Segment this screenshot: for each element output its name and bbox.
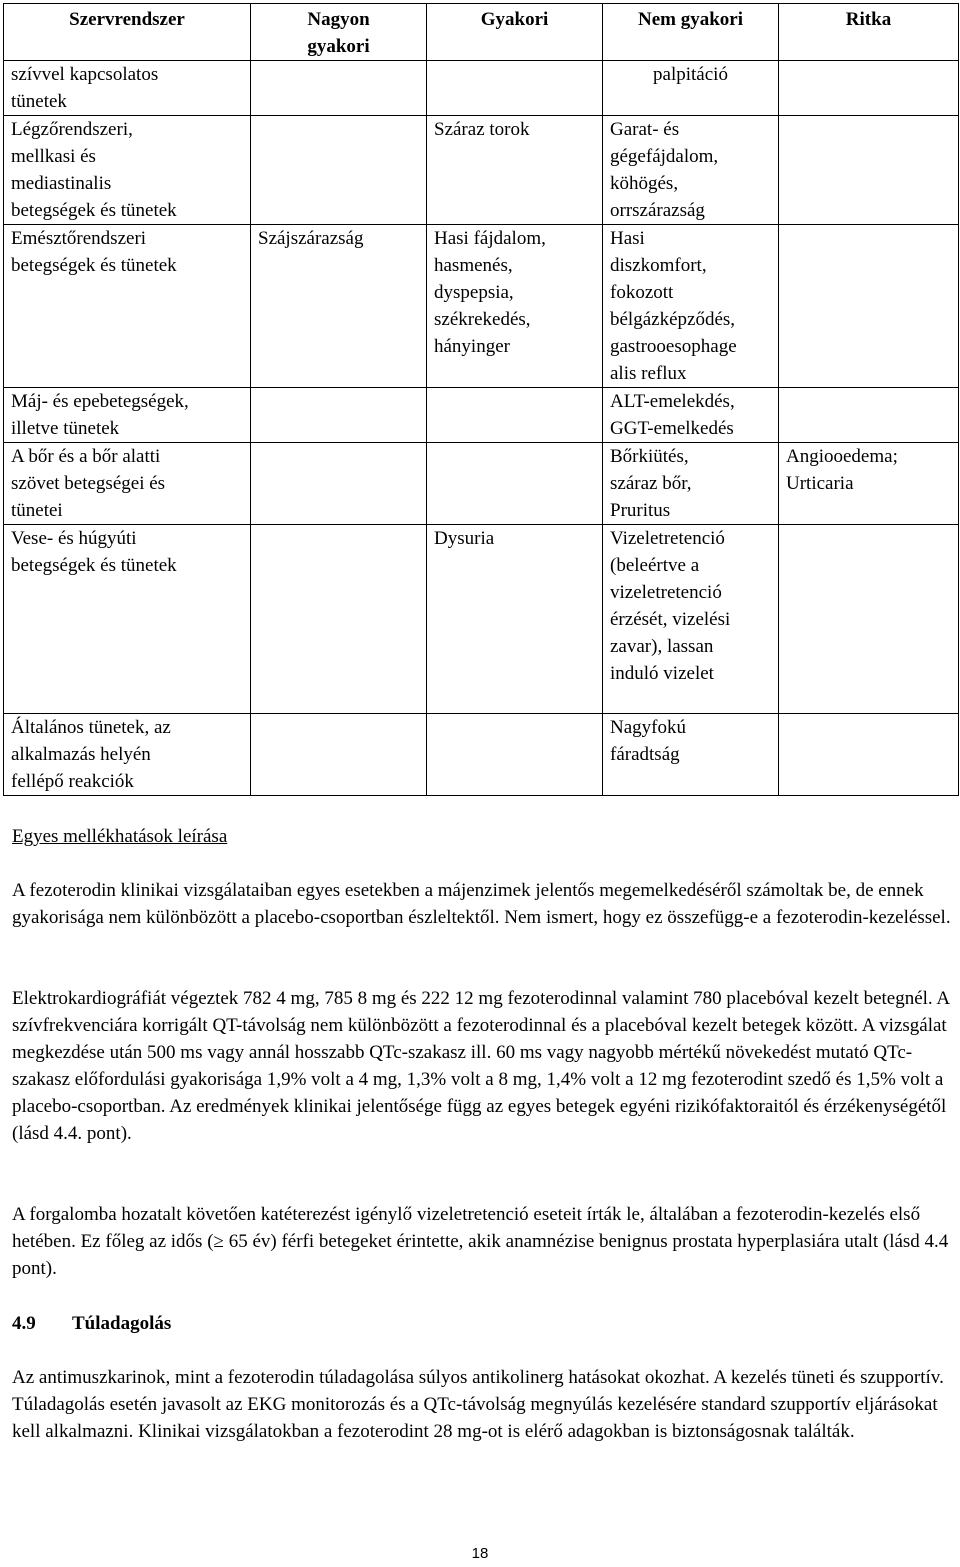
cell-very-common xyxy=(251,388,427,443)
header-common: Gyakori xyxy=(427,4,603,61)
table-row xyxy=(4,61,959,116)
header-very-common: Nagyon gyakori xyxy=(251,4,427,61)
cell-system: A bőr és a bőr alatti szövet betegségei és tünetei xyxy=(4,443,251,525)
cell-common: Dysuria xyxy=(427,525,603,714)
paragraph-ecg: Elektrokardiográfiát végeztek 782 4 mg, 785 8 mg és 222 12 mg fezoterodinnal valamint 780 placebóval kezelt betegnél. A szívfrekvenciára korrigált QT-távolság nem különbözött a fezoterodinnal és a placebóval kezelt betegek között. A vizsgálat megkezdése után 500 ms vagy annál hosszabb QTc-szakasz ill. 60 ms vagy nagyobb mértékű növekedést mutató QTc-szakasz előfordulási gyakorisága 1,9% volt a 4 mg, 1,3% volt a 8 mg, 1,4% volt a 12 mg fezoterodint szedő és 1,5% volt a placebo-csoportban. Az eredmények klinikai jelentősége függ az egyes betegek egyéni rizikófaktoraitól és érzékenységétől (lásd 4.4. pont). xyxy=(12,988,950,1144)
cell-very-common xyxy=(251,116,427,225)
cell-uncommon: Nagyfokú fáradtság xyxy=(603,714,779,796)
cell-rare: Angiooedema; Urticaria xyxy=(779,443,959,525)
cell-rare xyxy=(779,388,959,443)
cell-uncommon: Vizeletretenció (beleértve a vizeletretenció érzését, vizelési zavar), lassan induló vizelet xyxy=(603,525,779,714)
cell-very-common xyxy=(251,525,427,714)
cell-uncommon: Hasi diszkomfort, fokozott bélgázképződés, gastrooesophage alis reflux xyxy=(603,225,779,388)
heading-number: 4.9 xyxy=(12,1313,36,1334)
cell-uncommon: ALT-emelekdés, GGT-emelkedés xyxy=(603,388,779,443)
cell-very-common: Szájszárazság xyxy=(251,225,427,388)
cell-system: Légzőrendszeri, mellkasi és mediastinalis betegségek és tünetek xyxy=(4,116,251,225)
paragraph-overdose: Az antimuszkarinok, mint a fezoterodin túladagolása súlyos antikolinerg hatásokat okozhat. A kezelés tüneti és szupportív. Túladagolás esetén javasolt az EKG monitorozás és a QTc-távolság megnyúlás kezelésére standard szupportív eljárásokat kell alkalmazni. Klinikai vizsgálatokban a fezoterodint 28 mg-ot is elérő adagokban is biztonságosnak találták. xyxy=(12,1367,944,1442)
cell-common: Száraz torok xyxy=(427,116,603,225)
cell-common: Hasi fájdalom, hasmenés, dyspepsia, székrekedés, hányinger xyxy=(427,225,603,388)
adverse-reactions-table xyxy=(3,3,959,796)
cell-common xyxy=(427,388,603,443)
paragraph-urinary-retention: A forgalomba hozatalt követően katéterezést igénylő vizeletretenció eseteit írták le, általában a fezoterodin-kezelés első hetében. Ez főleg az idős (≥ 65 év) férfi betegeket érintette, akik anamnézise benignus prostata hyperplasiára utalt (lásd 4.4 pont). xyxy=(12,1204,949,1279)
cell-system: szívvel kapcsolatos tünetek xyxy=(4,61,251,116)
cell-rare xyxy=(779,61,959,116)
cell-rare xyxy=(779,525,959,714)
cell-uncommon: Bőrkiütés, száraz bőr, Pruritus xyxy=(603,443,779,525)
cell-very-common xyxy=(251,443,427,525)
cell-very-common xyxy=(251,714,427,796)
cell-rare xyxy=(779,225,959,388)
header-rare: Ritka xyxy=(779,4,959,61)
section-title: Egyes mellékhatások leírása xyxy=(12,826,228,847)
cell-uncommon: palpitáció xyxy=(603,61,779,116)
cell-uncommon: Garat- és gégefájdalom, köhögés, orrszárazság xyxy=(603,116,779,225)
cell-very-common xyxy=(251,61,427,116)
cell-system: Általános tünetek, az alkalmazás helyén fellépő reakciók xyxy=(4,714,251,796)
cell-common xyxy=(427,61,603,116)
cell-common xyxy=(427,714,603,796)
cell-system: Máj- és epebetegségek, illetve tünetek xyxy=(4,388,251,443)
table-row xyxy=(4,388,959,443)
table-header-row xyxy=(4,4,959,61)
section-heading-overdose xyxy=(12,1310,171,1337)
cell-rare xyxy=(779,116,959,225)
cell-system: Vese- és húgyúti betegségek és tünetek xyxy=(4,525,251,714)
page-number: 18 xyxy=(471,1545,489,1562)
cell-rare xyxy=(779,714,959,796)
header-uncommon: Nem gyakori xyxy=(603,4,779,61)
table-row xyxy=(4,714,959,796)
table-row xyxy=(4,116,959,225)
cell-common xyxy=(427,443,603,525)
paragraph-liver-enzymes: A fezoterodin klinikai vizsgálataiban egyes esetekben a májenzimek jelentős megemelkedéséről számoltak be, de ennek gyakorisága nem különbözött a placebo-csoportban észleltektől. Nem ismert, hogy ez összefügg-e a fezoterodin-kezeléssel. xyxy=(12,880,951,928)
table-row xyxy=(4,225,959,388)
table-row xyxy=(4,443,959,525)
heading-title: Túladagolás xyxy=(72,1313,172,1334)
table-row xyxy=(4,525,959,714)
cell-system: Emésztőrendszeri betegségek és tünetek xyxy=(4,225,251,388)
header-organ-system: Szervrendszer xyxy=(4,4,251,61)
